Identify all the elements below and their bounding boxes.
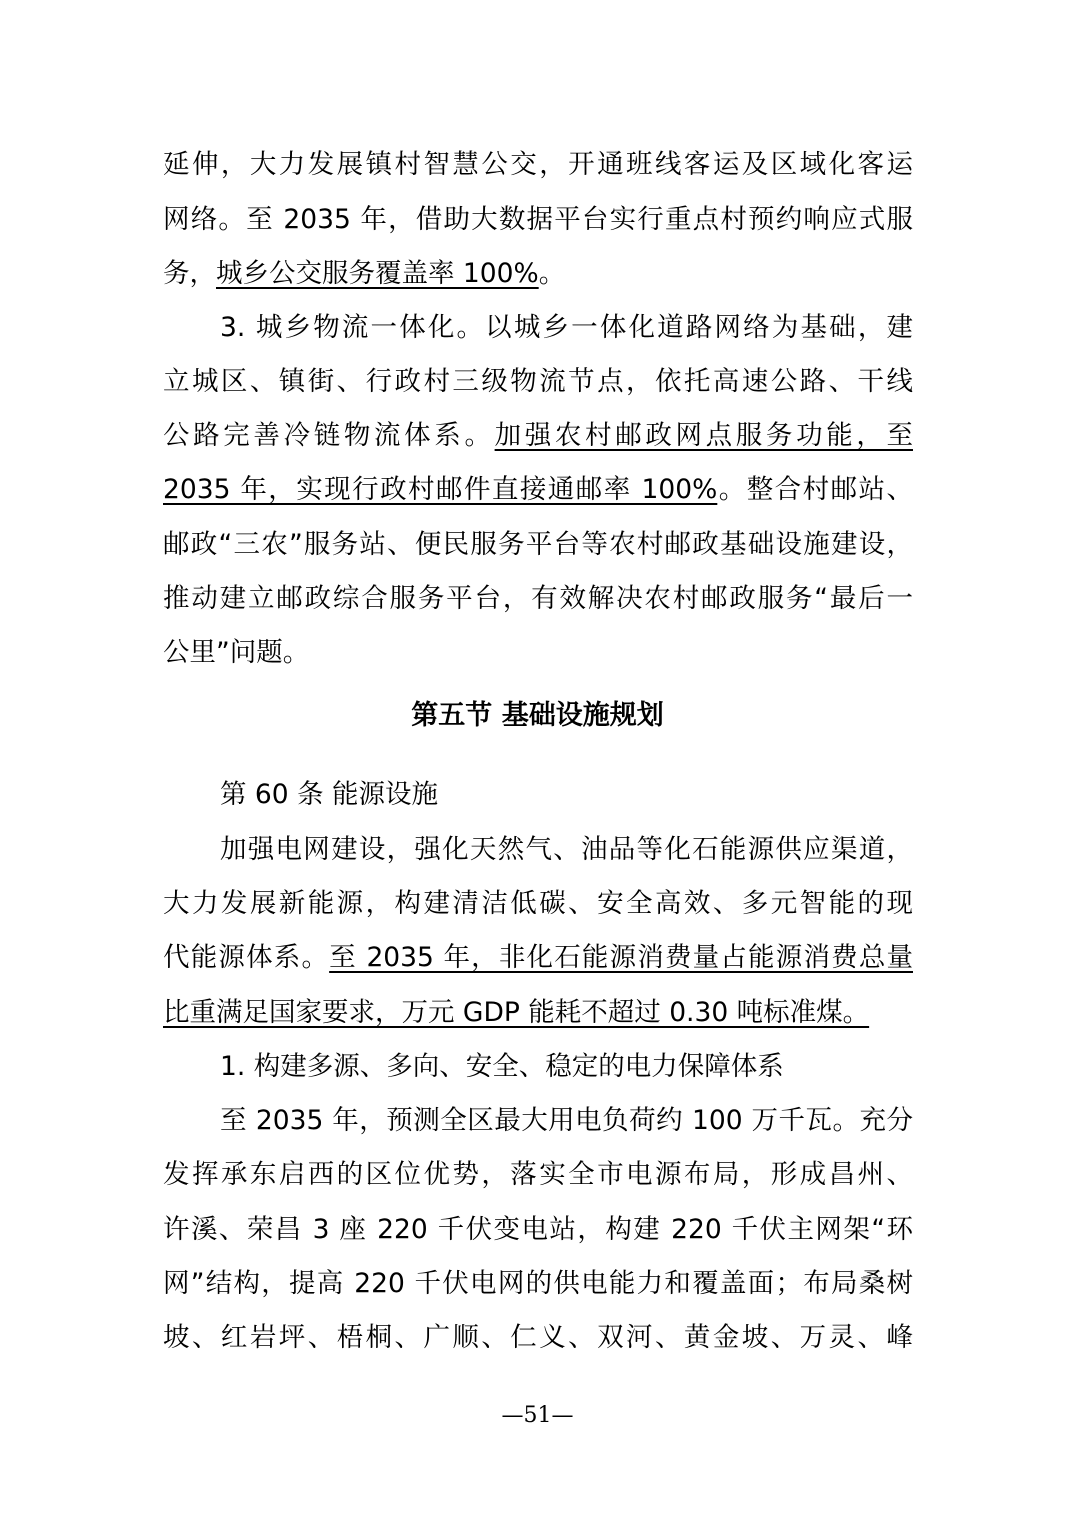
body-line: 立城区、镇街、行政村三级物流节点，依托高速公路、干线: [163, 366, 913, 397]
body-line: [163, 985, 913, 1041]
body-line: [163, 462, 913, 518]
underlined-target: 比重满足国家要求，万元 GDP 能耗不超过 0.30 吨标准煤。: [163, 997, 870, 1028]
body-line: 至 2035 年，预测全区最大用电负荷约 100 万千瓦。充分: [220, 1105, 913, 1136]
body-line: 推动建立邮政综合服务平台，有效解决农村邮政服务“最后一: [163, 583, 913, 614]
body-line: 许溪、荣昌 3 座 220 千伏变电站，构建 220 千伏主网架“环: [163, 1214, 913, 1245]
item-title: 1. 构建多源、多向、安全、稳定的电力保障体系: [220, 1051, 784, 1082]
underlined-target: 至 2035 年，非化石能源消费量占能源消费总量: [329, 942, 913, 973]
text-run: 。: [538, 258, 566, 289]
body-line: 3. 城乡物流一体化。以城乡一体化道路网络为基础，建: [220, 312, 913, 343]
body-line: [163, 408, 913, 464]
article-title: 第 60 条 能源设施: [220, 779, 438, 810]
text-run: 。整合村邮站、: [717, 474, 913, 505]
underlined-target: 加强农村邮政网点服务功能，至: [494, 420, 913, 451]
body-line: [163, 246, 913, 302]
body-line: [163, 930, 913, 986]
text-run: 务，: [163, 258, 216, 289]
section-heading: 第五节 基础设施规划: [411, 700, 664, 731]
body-line: 邮政“三农”服务站、便民服务平台等农村邮政基础设施建设，: [163, 529, 913, 560]
body-line: 大力发展新能源，构建清洁低碳、安全高效、多元智能的现: [163, 888, 913, 919]
body-line: 坡、红岩坪、梧桐、广顺、仁义、双河、黄金坡、万灵、峰: [163, 1322, 913, 1353]
body-line: 公里”问题。: [163, 637, 310, 668]
underlined-target: 城乡公交服务覆盖率 100%: [216, 258, 539, 289]
text-run: 公路完善冷链物流体系。: [163, 420, 495, 451]
body-line: 发挥承东启西的区位优势，落实全市电源布局，形成昌州、: [163, 1159, 913, 1190]
body-line: 延伸，大力发展镇村智慧公交，开通班线客运及区域化客运: [163, 149, 913, 180]
page-number: —51—: [501, 1403, 574, 1428]
body-line: 网络。至 2035 年，借助大数据平台实行重点村预约响应式服: [163, 204, 913, 235]
text-run: 代能源体系。: [163, 942, 330, 973]
body-line: 网”结构，提高 220 千伏电网的供电能力和覆盖面；布局桑树: [163, 1268, 913, 1299]
body-line: 加强电网建设，强化天然气、油品等化石能源供应渠道，: [220, 834, 913, 865]
underlined-target: 2035 年，实现行政村邮件直接通邮率 100%: [163, 474, 718, 505]
